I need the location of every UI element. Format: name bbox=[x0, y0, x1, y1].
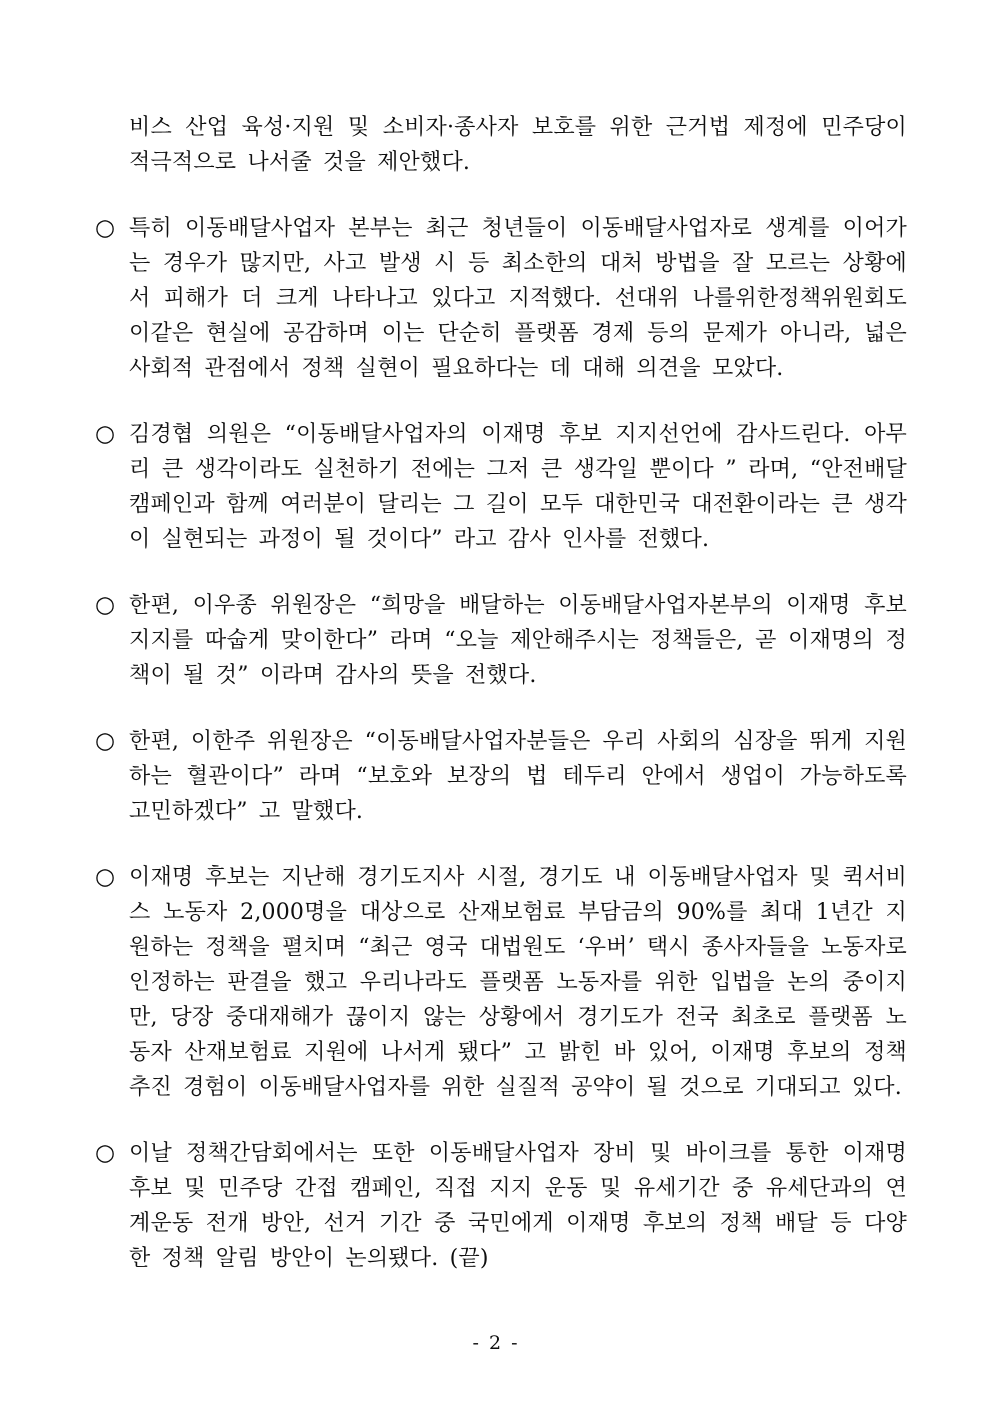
paragraph-text: 이날 정책간담회에서는 또한 이동배달사업자 장비 및 바이크를 통한 이재명 후보 및 민주당 간접 캠페인, 직접 지지 운동 및 유세기간 중 유세단과의 연계운동 전개 방안, 선거 기간 중 국민에게 이재명 후보의 정책 배달 등 다양한 정책 알림 방안이 논의됐다. (끝) bbox=[129, 1141, 907, 1271]
document-body bbox=[95, 110, 907, 1276]
circle-bullet-icon: ○ bbox=[95, 728, 116, 754]
paragraph bbox=[95, 1136, 907, 1276]
circle-bullet-icon: ○ bbox=[95, 1140, 116, 1166]
paragraph bbox=[95, 417, 907, 557]
paragraph-text: 이재명 후보는 지난해 경기도지사 시절, 경기도 내 이동배달사업자 및 퀵서비스 노동자 2,000명을 대상으로 산재보험료 부담금의 90%를 최대 1년간 지원하는 정책을 펼치며 “최근 영국 대법원도 ‘우버’ 택시 종사자들을 노동자로 인정하는 판결을 했고 우리나라도 플랫폼 노동자를 위한 입법을 논의 중이지만, 당장 중대재해가 끊이지 않는 상황에서 경기도가 전국 최초로 플랫폼 노동자 산재보험료 지원에 나서게 됐다” 고 밝힌 바 있어, 이재명 후보의 정책 추진 경험이 이동배달사업자를 위한 실질적 공약이 될 것으로 기대되고 있다. bbox=[129, 865, 907, 1100]
circle-bullet-icon: ○ bbox=[95, 215, 116, 241]
paragraph bbox=[95, 588, 907, 693]
circle-bullet-icon: ○ bbox=[95, 592, 116, 618]
paragraph-text: 비스 산업 육성·지원 및 소비자·종사자 보호를 위한 근거법 제정에 민주당이 적극적으로 나서줄 것을 제안했다. bbox=[129, 115, 907, 175]
paragraph bbox=[95, 860, 907, 1105]
paragraph bbox=[95, 110, 907, 180]
circle-bullet-icon: ○ bbox=[95, 864, 116, 890]
paragraph-text: 특히 이동배달사업자 본부는 최근 청년들이 이동배달사업자로 생계를 이어가는 경우가 많지만, 사고 발생 시 등 최소한의 대처 방법을 잘 모르는 상황에서 피해가 더 크게 나타나고 있다고 지적했다. 선대위 나를위한정책위원회도 이같은 현실에 공감하며 이는 단순히 플랫폼 경제 등의 문제가 아니라, 넓은 사회적 관점에서 정책 실현이 필요하다는 데 대해 의견을 모았다. bbox=[129, 216, 907, 381]
paragraph bbox=[95, 724, 907, 829]
paragraph-text: 김경협 의원은 “이동배달사업자의 이재명 후보 지지선언에 감사드린다. 아무리 큰 생각이라도 실천하기 전에는 그저 큰 생각일 뿐이다 ” 라며, “안전배달 캠페인과 함께 여러분이 달리는 그 길이 모두 대한민국 대전환이라는 큰 생각이 실현되는 과정이 될 것이다” 라고 감사 인사를 전했다. bbox=[129, 422, 907, 552]
paragraph-text: 한편, 이한주 위원장은 “이동배달사업자분들은 우리 사회의 심장을 뛰게 지원하는 혈관이다” 라며 “보호와 보장의 법 테두리 안에서 생업이 가능하도록 고민하겠다” 고 말했다. bbox=[129, 729, 907, 824]
page-number: - 2 - bbox=[472, 1332, 520, 1354]
circle-bullet-icon: ○ bbox=[95, 421, 116, 447]
paragraph bbox=[95, 211, 907, 386]
paragraph-text: 한편, 이우종 위원장은 “희망을 배달하는 이동배달사업자본부의 이재명 후보 지지를 따숩게 맞이한다” 라며 “오늘 제안해주시는 정책들은, 곧 이재명의 정책이 될 것” 이라며 감사의 뜻을 전했다. bbox=[129, 593, 907, 688]
